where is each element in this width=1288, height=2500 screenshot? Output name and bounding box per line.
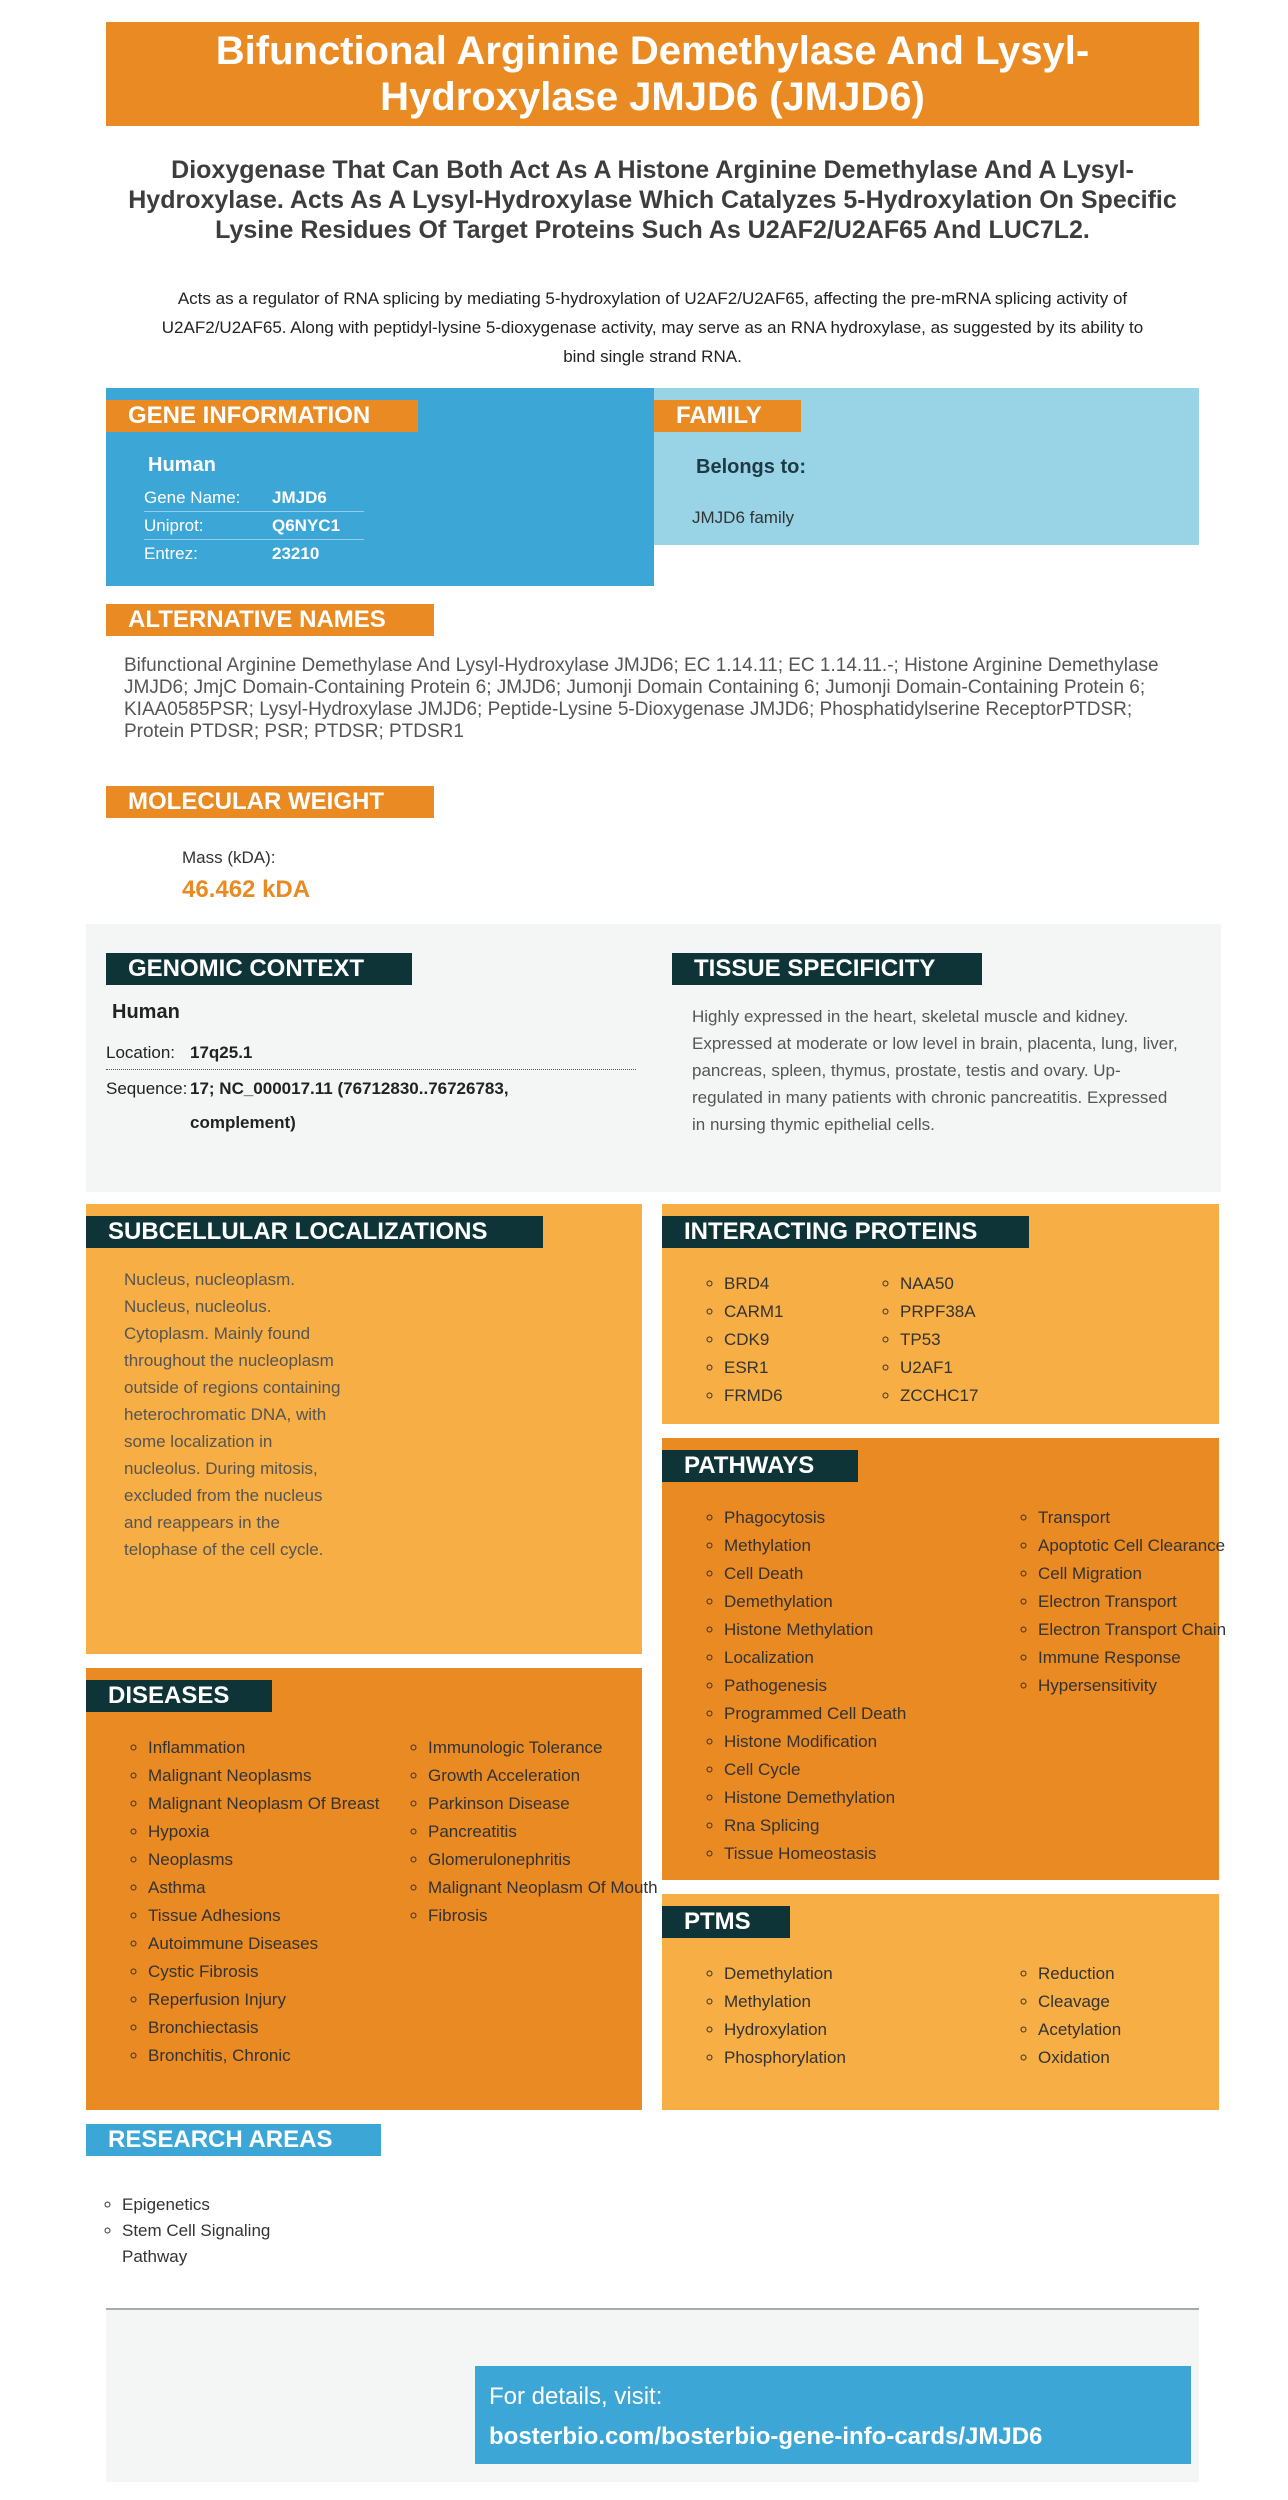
list-item: ◦ Phagocytosis	[724, 1504, 1002, 1532]
list-item: ◦ Fibrosis	[428, 1902, 668, 1930]
list-item: ◦ Programmed Cell Death	[724, 1700, 1002, 1728]
list-item: ◦ Localization	[724, 1644, 1002, 1672]
list-item: ◦ Histone Modification	[724, 1728, 1002, 1756]
gene-species: Human	[148, 454, 216, 476]
list-item: ◦ Malignant Neoplasms	[148, 1762, 392, 1790]
visit-label: For details, visit:	[489, 2383, 663, 2410]
list-item: ◦ Demethylation	[724, 1588, 1002, 1616]
subcellular-section	[86, 1204, 642, 1654]
ptms-list-col2	[1002, 1960, 1238, 2072]
molecular-weight-header: MOLECULAR WEIGHT	[106, 786, 434, 818]
pathways-section	[662, 1438, 1227, 1880]
list-item: ◦ Malignant Neoplasm Of Mouth	[428, 1874, 668, 1902]
list-item: ◦ Hypoxia	[148, 1818, 392, 1846]
subcellular-header: SUBCELLULAR LOCALIZATIONS	[86, 1216, 543, 1248]
list-item: ◦ Immune Response	[1038, 1644, 1278, 1672]
pathways-list-col2	[1002, 1504, 1278, 1868]
list-item: ◦ Phosphorylation	[724, 2044, 1002, 2072]
sequence-value-line1: 17; NC_000017.11 (76712830..76726783,	[190, 1079, 509, 1098]
uniprot-label: Uniprot:	[144, 516, 204, 535]
list-item: ◦ Cell Death	[724, 1560, 1002, 1588]
ptms-list-col1	[688, 1960, 1002, 2072]
list-item: ◦ CDK9	[724, 1326, 864, 1354]
list-item: ◦ Cystic Fibrosis	[148, 1958, 392, 1986]
location-label: Location:	[106, 1043, 175, 1062]
protein-function-heading: Dioxygenase That Can Both Act As A Histone Arginine Demethylase And A Lysyl-Hydroxylase. Acts As A Lysyl-Hydroxylase Which Catalyzes 5-Hydroxylation On Specific Lysine Residues Of Target Proteins Such As U2AF2/U2AF65 And LUC7L2.	[128, 156, 1177, 244]
list-item: ◦ FRMD6	[724, 1382, 864, 1410]
entrez-row	[144, 540, 364, 567]
protein-summary: Acts as a regulator of RNA splicing by mediating 5-hydroxylation of U2AF2/U2AF65, affecting the pre-mRNA splicing activity of U2AF2/U2AF65. Along with peptidyl-lysine 5-dioxygenase activity, may serve as an RNA hydroxylase, as suggested by its ability to bind single strand RNA.	[161, 289, 1144, 366]
location-value: 17q25.1	[190, 1043, 253, 1062]
list-item: ◦ Reduction	[1038, 1960, 1238, 1988]
list-item: ◦ PRPF38A	[900, 1298, 1060, 1326]
mass-value: 46.462 kDA	[182, 876, 311, 903]
list-item: ◦ ESR1	[724, 1354, 864, 1382]
gene-name-value: JMJD6	[272, 488, 327, 507]
list-item: ◦ Electron Transport	[1038, 1588, 1278, 1616]
gene-info-table	[144, 484, 364, 567]
sequence-value-line2: complement)	[190, 1113, 296, 1132]
tissue-specificity-header: TISSUE SPECIFICITY	[672, 953, 982, 985]
interacting-list-col2	[864, 1270, 1060, 1410]
list-item: ◦ Transport	[1038, 1504, 1278, 1532]
list-item: ◦ Parkinson Disease	[428, 1790, 668, 1818]
diseases-section	[86, 1668, 658, 2110]
list-item: ◦ Asthma	[148, 1874, 392, 1902]
family-belongs-label: Belongs to:	[696, 456, 806, 478]
research-areas-list	[86, 2192, 346, 2270]
list-item: ◦ Demethylation	[724, 1960, 1002, 1988]
location-row	[106, 1040, 636, 1070]
list-item: ◦ Histone Methylation	[724, 1616, 1002, 1644]
entrez-value: 23210	[272, 544, 320, 563]
list-item: ◦ Methylation	[724, 1988, 1002, 2016]
uniprot-row	[144, 512, 364, 540]
gene-name-row	[144, 484, 364, 512]
pathways-list-col1	[688, 1504, 1002, 1868]
list-item: ◦ CARM1	[724, 1298, 864, 1326]
alternative-names-text: Bifunctional Arginine Demethylase And Lysyl-Hydroxylase JMJD6; EC 1.14.11; EC 1.14.11.-; Histone Arginine Demethylase JMJD6; JmjC Domain-Containing Protein 6; JMJD6; Jumonji Domain Containing 6; Jumonji Domain-Containing Protein 6; KIAA0585PSR; Lysyl-Hydroxylase JMJD6; Peptide-Lysine 5-Dioxygenase JMJD6; Phosphatidylserine ReceptorPTDSR; Protein PTDSR; PSR; PTDSR; PTDSR1	[124, 655, 1159, 742]
mass-label: Mass (kDA):	[182, 848, 276, 867]
list-item: ◦ Reperfusion Injury	[148, 1986, 392, 2014]
list-item: ◦ Tissue Adhesions	[148, 1902, 392, 1930]
list-item: ◦ Autoimmune Diseases	[148, 1930, 392, 1958]
list-item: ◦ Glomerulonephritis	[428, 1846, 668, 1874]
list-item: ◦ Inflammation	[148, 1734, 392, 1762]
interacting-proteins-header: INTERACTING PROTEINS	[662, 1216, 1029, 1248]
gene-information-header: GENE INFORMATION	[106, 400, 418, 432]
sequence-label: Sequence:	[106, 1079, 188, 1098]
tissue-specificity-text: Highly expressed in the heart, skeletal muscle and kidney. Expressed at moderate or low level in brain, placenta, lung, liver, pancreas, spleen, thymus, prostate, testis and ovary. Up-regulated in many patients with chronic pancreatitis. Expressed in nursing thymic epithelial cells.	[692, 1007, 1178, 1134]
subcellular-text: Nucleus, nucleoplasm. Nucleus, nucleolus. Cytoplasm. Mainly found throughout the nucleoplasm outside of regions containing heterochromatic DNA, with some localization in nucleolus. During mitosis, excluded from the nucleus and reappears in the telophase of the cell cycle.	[124, 1270, 341, 1559]
details-box	[475, 2366, 1191, 2464]
gene-information-section	[106, 388, 654, 586]
list-item: ◦ Apoptotic Cell Clearance	[1038, 1532, 1278, 1560]
diseases-list-col1	[112, 1734, 392, 2070]
list-item: ◦ Hypersensitivity	[1038, 1672, 1278, 1700]
pathways-header: PATHWAYS	[662, 1450, 858, 1482]
list-item: ◦ Cell Cycle	[724, 1756, 1002, 1784]
entrez-label: Entrez:	[144, 544, 198, 563]
list-item: ◦ Pancreatitis	[428, 1818, 668, 1846]
genomic-context-header: GENOMIC CONTEXT	[106, 953, 412, 985]
list-item: ◦ Pathogenesis	[724, 1672, 1002, 1700]
list-item: ◦ Growth Acceleration	[428, 1762, 668, 1790]
ptms-header: PTMS	[662, 1906, 790, 1938]
list-item: ◦ Tissue Homeostasis	[724, 1840, 1002, 1868]
list-item: ◦ Rna Splicing	[724, 1812, 1002, 1840]
interacting-proteins-section	[662, 1204, 1219, 1424]
ptms-section	[662, 1894, 1219, 2110]
list-item: ◦ Epigenetics	[122, 2192, 346, 2218]
family-value: JMJD6 family	[692, 508, 795, 527]
list-item: ◦ ZCCHC17	[900, 1382, 1060, 1410]
research-areas-header: RESEARCH AREAS	[86, 2124, 381, 2156]
list-item: ◦ Bronchiectasis	[148, 2014, 392, 2042]
sequence-row	[106, 1076, 706, 1136]
list-item: ◦ Histone Demethylation	[724, 1784, 1002, 1812]
diseases-list-col2	[392, 1734, 668, 2070]
page-title: Bifunctional Arginine Demethylase And Lysyl-Hydroxylase JMJD6 (JMJD6)	[106, 22, 1199, 126]
list-item: ◦ Bronchitis, Chronic	[148, 2042, 392, 2070]
uniprot-value: Q6NYC1	[272, 516, 341, 535]
genomic-species: Human	[112, 1001, 180, 1023]
list-item: ◦ Stem Cell Signaling Pathway	[122, 2218, 302, 2270]
list-item: ◦ Acetylation	[1038, 2016, 1238, 2044]
list-item: ◦ BRD4	[724, 1270, 864, 1298]
list-item: ◦ Immunologic Tolerance	[428, 1734, 668, 1762]
list-item: ◦ Methylation	[724, 1532, 1002, 1560]
list-item: ◦ Oxidation	[1038, 2044, 1238, 2072]
list-item: ◦ NAA50	[900, 1270, 1060, 1298]
gene-name-label: Gene Name:	[144, 488, 241, 507]
family-header: FAMILY	[654, 400, 801, 432]
list-item: ◦ Electron Transport Chain	[1038, 1616, 1278, 1644]
list-item: ◦ Neoplasms	[148, 1846, 392, 1874]
details-link[interactable]: bosterbio.com/bosterbio-gene-info-cards/JMJD6	[489, 2423, 1043, 2450]
family-section	[654, 388, 1199, 545]
list-item: ◦ Cleavage	[1038, 1988, 1238, 2016]
interacting-list-col1	[688, 1270, 864, 1410]
list-item: ◦ TP53	[900, 1326, 1060, 1354]
list-item: ◦ U2AF1	[900, 1354, 1060, 1382]
list-item: ◦ Malignant Neoplasm Of Breast	[148, 1790, 392, 1818]
list-item: ◦ Hydroxylation	[724, 2016, 1002, 2044]
alternative-names-header: ALTERNATIVE NAMES	[106, 604, 434, 636]
diseases-header: DISEASES	[86, 1680, 272, 1712]
list-item: ◦ Cell Migration	[1038, 1560, 1278, 1588]
